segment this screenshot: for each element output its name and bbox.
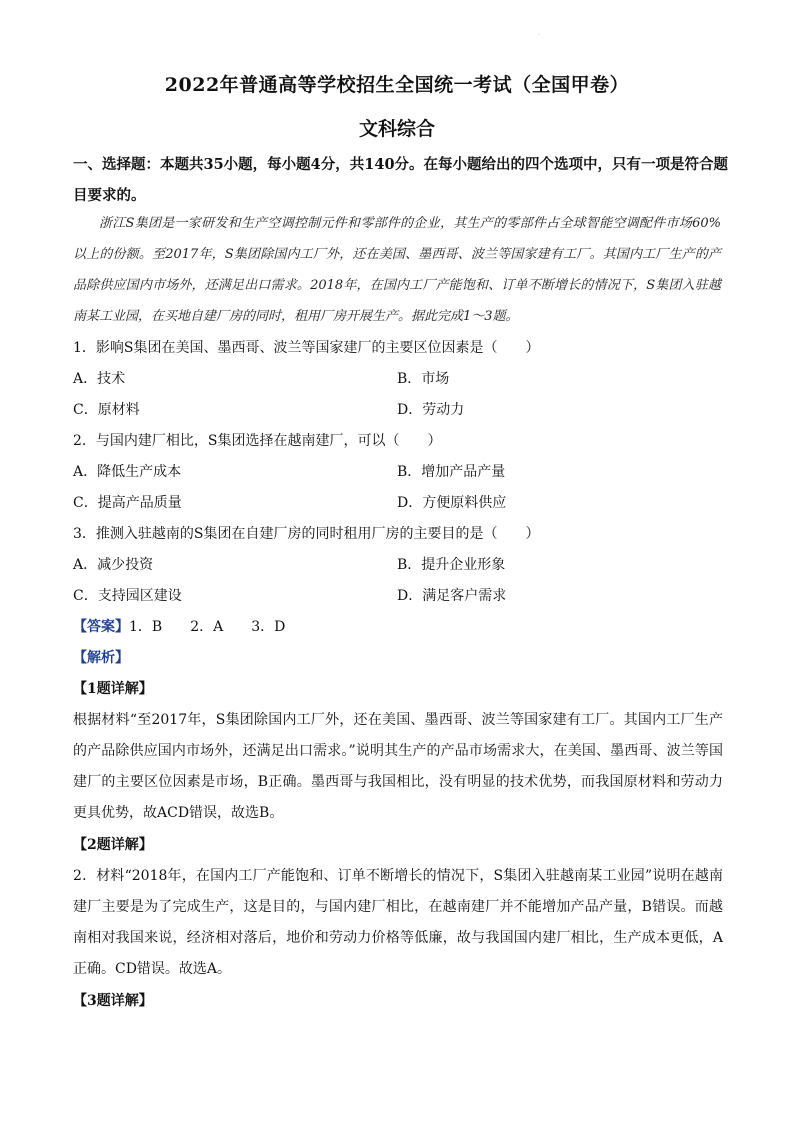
exam-subtitle: 文科综合 [358,118,435,140]
question-2-option-b: B．增加产品产量 [397,464,506,480]
reading-material [73,208,721,332]
question-3-option-c: C．支持园区建设 [73,588,182,604]
question-3-stem: 3．推测入驻越南的S集团在自建厂房的同时租用厂房的主要目的是（ ） [73,526,540,542]
question-1-stem: 1．影响S集团在美国、墨西哥、波兰等国家建厂的主要区位因素是（ ） [73,340,540,356]
question-2-option-a: A．降低生产成本 [73,464,182,480]
detail-1-label: 【1题详解】 [73,681,153,697]
question-1-option-a: A．技术 [73,371,126,387]
question-1-option-c: C．原材料 [73,402,140,418]
detail-3-label: 【3题详解】 [73,993,153,1009]
answer-item: 1．B [129,619,163,635]
detail-2-label: 【2题详解】 [73,837,153,853]
question-3-option-a: A．减少投资 [73,557,154,573]
answer-item: 3．D [251,619,286,635]
answer-items [129,619,313,635]
question-2-option-d: D．方便原料供应 [397,495,507,511]
detail-1-text [73,705,723,829]
question-3-option-b: B．提升企业形象 [397,557,506,573]
answer-tag: 【答案】 [73,619,129,635]
question-1-option-b: B．市场 [397,371,450,387]
question-3-option-d: D．满足客户需求 [397,588,507,604]
answer-item: 2．A [190,619,224,635]
detail-2-text [73,861,723,985]
detail-2-paragraph: 2．材料“2018年，在国内工厂产能饱和、订单不断增长的情况下，S集团入驻越南某工业园”说明在越南建厂主要是为了完成生产，这是目的，与国内建厂相比，在越南建厂并不能增加产品产量，B错误。而越南相对我国来说，经济相对落后，地价和劳动力价格等低廉，故与我国国内建厂相比，生产成本更低，A正确。CD错误。故选A。 [73,868,723,977]
material-paragraph: 浙江S集团是一家研发和生产空调控制元件和零部件的企业，其生产的零部件占全球智能空调配件市场60%以上的份额。至2017年，S集团除国内工厂外，还在美国、墨西哥、波兰等国家建有工厂。其国内工厂生产的产品除供应国内市场外，还满足出口需求。2018年，在国内工厂产能饱和、订单不断增长的情况下，S集团入驻越南某工业园，在买地自建厂房的同时，租用厂房开展生产。据此完成1～3题。 [73,216,721,324]
answer-line [73,612,313,643]
exam-title: 2022年普通高等学校招生全国统一考试（全国甲卷） [164,74,630,96]
section-instructions: 一、选择题：本题共35小题，每小题4分，共140分。在每小题给出的四个选项中，只有一项是符合题目要求的。 [73,156,729,204]
question-1-option-d: D．劳动力 [397,402,465,418]
question-2-stem: 2．与国内建厂相比，S集团选择在越南建厂，可以（ ） [73,433,442,449]
analysis-tag: 【解析】 [73,650,129,666]
detail-1-paragraph: 根据材料“至2017年，S集团除国内工厂外，还在美国、墨西哥、波兰等国家建有工厂。其国内工厂生产的产品除供应国内市场外，还满足出口需求。”说明其生产的产品市场需求大，在美国、墨西哥、波兰等国建厂的主要区位因素是市场，B正确。墨西哥与我国相比，没有明显的技术优势，而我国原材料和劳动力更具优势，故ACD错误，故选B。 [73,712,723,821]
question-2-option-c: C．提高产品质量 [73,495,182,511]
page-mark: · [538,32,540,39]
